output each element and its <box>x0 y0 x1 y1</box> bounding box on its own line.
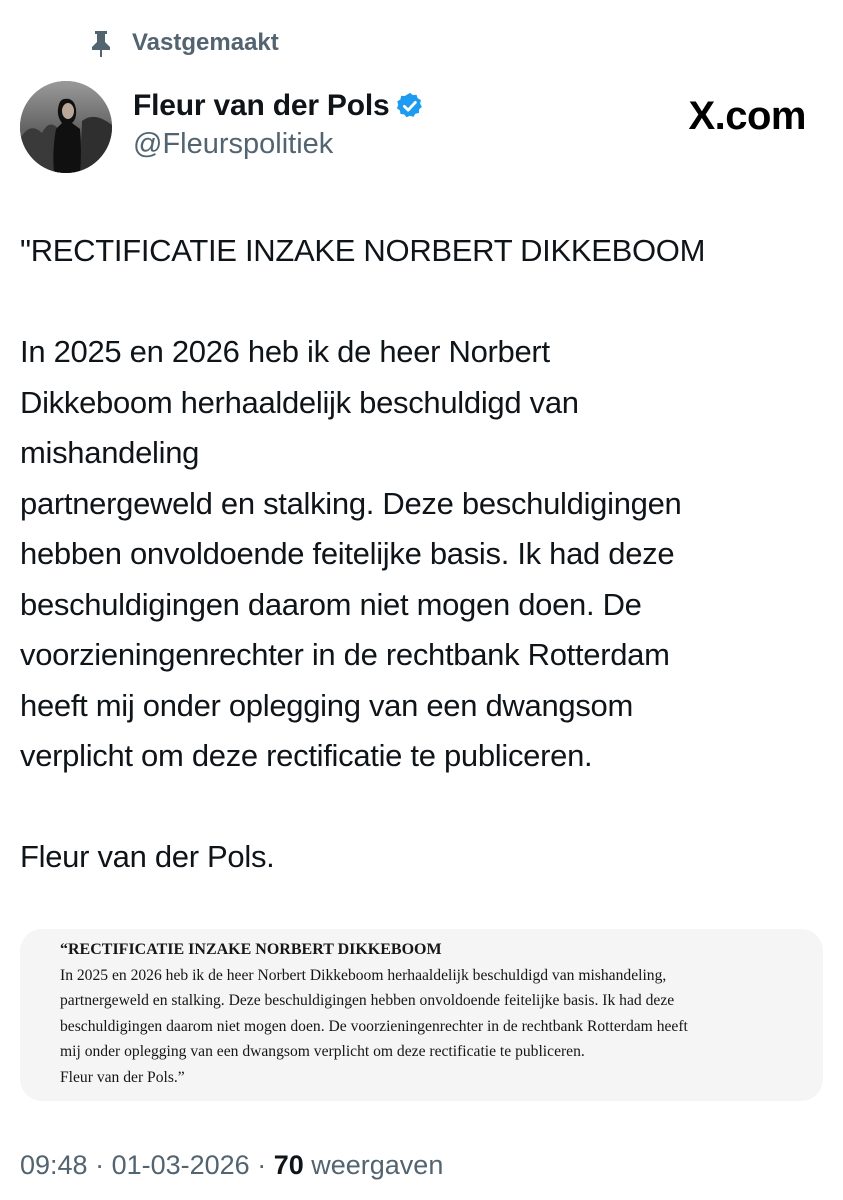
tweet-meta <box>20 1150 443 1181</box>
verified-badge-icon[interactable] <box>395 91 425 121</box>
attached-document-image[interactable] <box>20 929 823 1101</box>
author-block <box>133 86 425 161</box>
tweet-line: "RECTIFICATIE INZAKE NORBERT DIKKEBOOM <box>20 233 706 268</box>
paragraph-gap <box>20 782 825 833</box>
pinned-indicator <box>88 26 279 60</box>
tweet-line: voorzieningenrechter in de rechtbank Rotterdam <box>20 637 670 672</box>
tweet-line: beschuldigingen daarom niet mogen doen. De <box>20 586 642 622</box>
tweet-date[interactable]: 01-03-2026 <box>111 1150 250 1180</box>
avatar[interactable] <box>20 81 112 173</box>
author-handle[interactable]: @Fleurspolitiek <box>133 128 334 160</box>
tweet-line: verplicht om deze rectificatie te publiceren. <box>20 738 593 773</box>
tweet-text <box>20 226 825 883</box>
x-com-watermark: X.com <box>688 94 806 138</box>
paragraph-gap <box>20 277 825 328</box>
views-label: weergaven <box>303 1150 444 1180</box>
document-line: mij onder oplegging van een dwangsom verplicht om deze rectificatie te publiceren. <box>60 1043 585 1060</box>
author-name[interactable]: Fleur van der Pols <box>133 89 390 122</box>
meta-separator: · <box>87 1150 112 1180</box>
tweet-time[interactable]: 09:48 <box>20 1150 88 1180</box>
document-line: In 2025 en 2026 heb ik de heer Norbert Dikkeboom herhaaldelijk beschuldigd van mishandeling, <box>60 966 667 984</box>
document-title: “RECTIFICATIE INZAKE NORBERT DIKKEBOOM <box>60 941 442 958</box>
document-line: Fleur van der Pols.” <box>60 1068 185 1086</box>
document-scan <box>60 937 688 1090</box>
views-count[interactable]: 70 <box>273 1150 304 1180</box>
tweet-line: Fleur van der Pols. <box>20 839 275 874</box>
meta-separator: · <box>249 1150 274 1180</box>
tweet-line: heeft mij onder oplegging van een dwangsom <box>20 687 633 723</box>
document-line: partnergeweld en stalking. Deze beschuldigingen hebben onvoldoende feitelijke basis. Ik had deze <box>60 992 675 1009</box>
tweet-line: mishandeling <box>20 435 200 470</box>
pinned-label: Vastgemaakt <box>132 29 279 56</box>
tweet-line: partnergeweld en stalking. Deze beschuldigingen <box>20 485 682 521</box>
tweet-line: In 2025 en 2026 heb ik de heer Norbert <box>20 334 550 369</box>
pin-icon <box>88 29 114 57</box>
tweet-line: Dikkeboom herhaaldelijk beschuldigd van <box>20 384 579 420</box>
tweet-line: hebben onvoldoende feitelijke basis. Ik had deze <box>20 536 675 571</box>
document-line: beschuldigingen daarom niet mogen doen. De voorzieningenrechter in de rechtbank Rotterdam heeft <box>60 1017 688 1035</box>
